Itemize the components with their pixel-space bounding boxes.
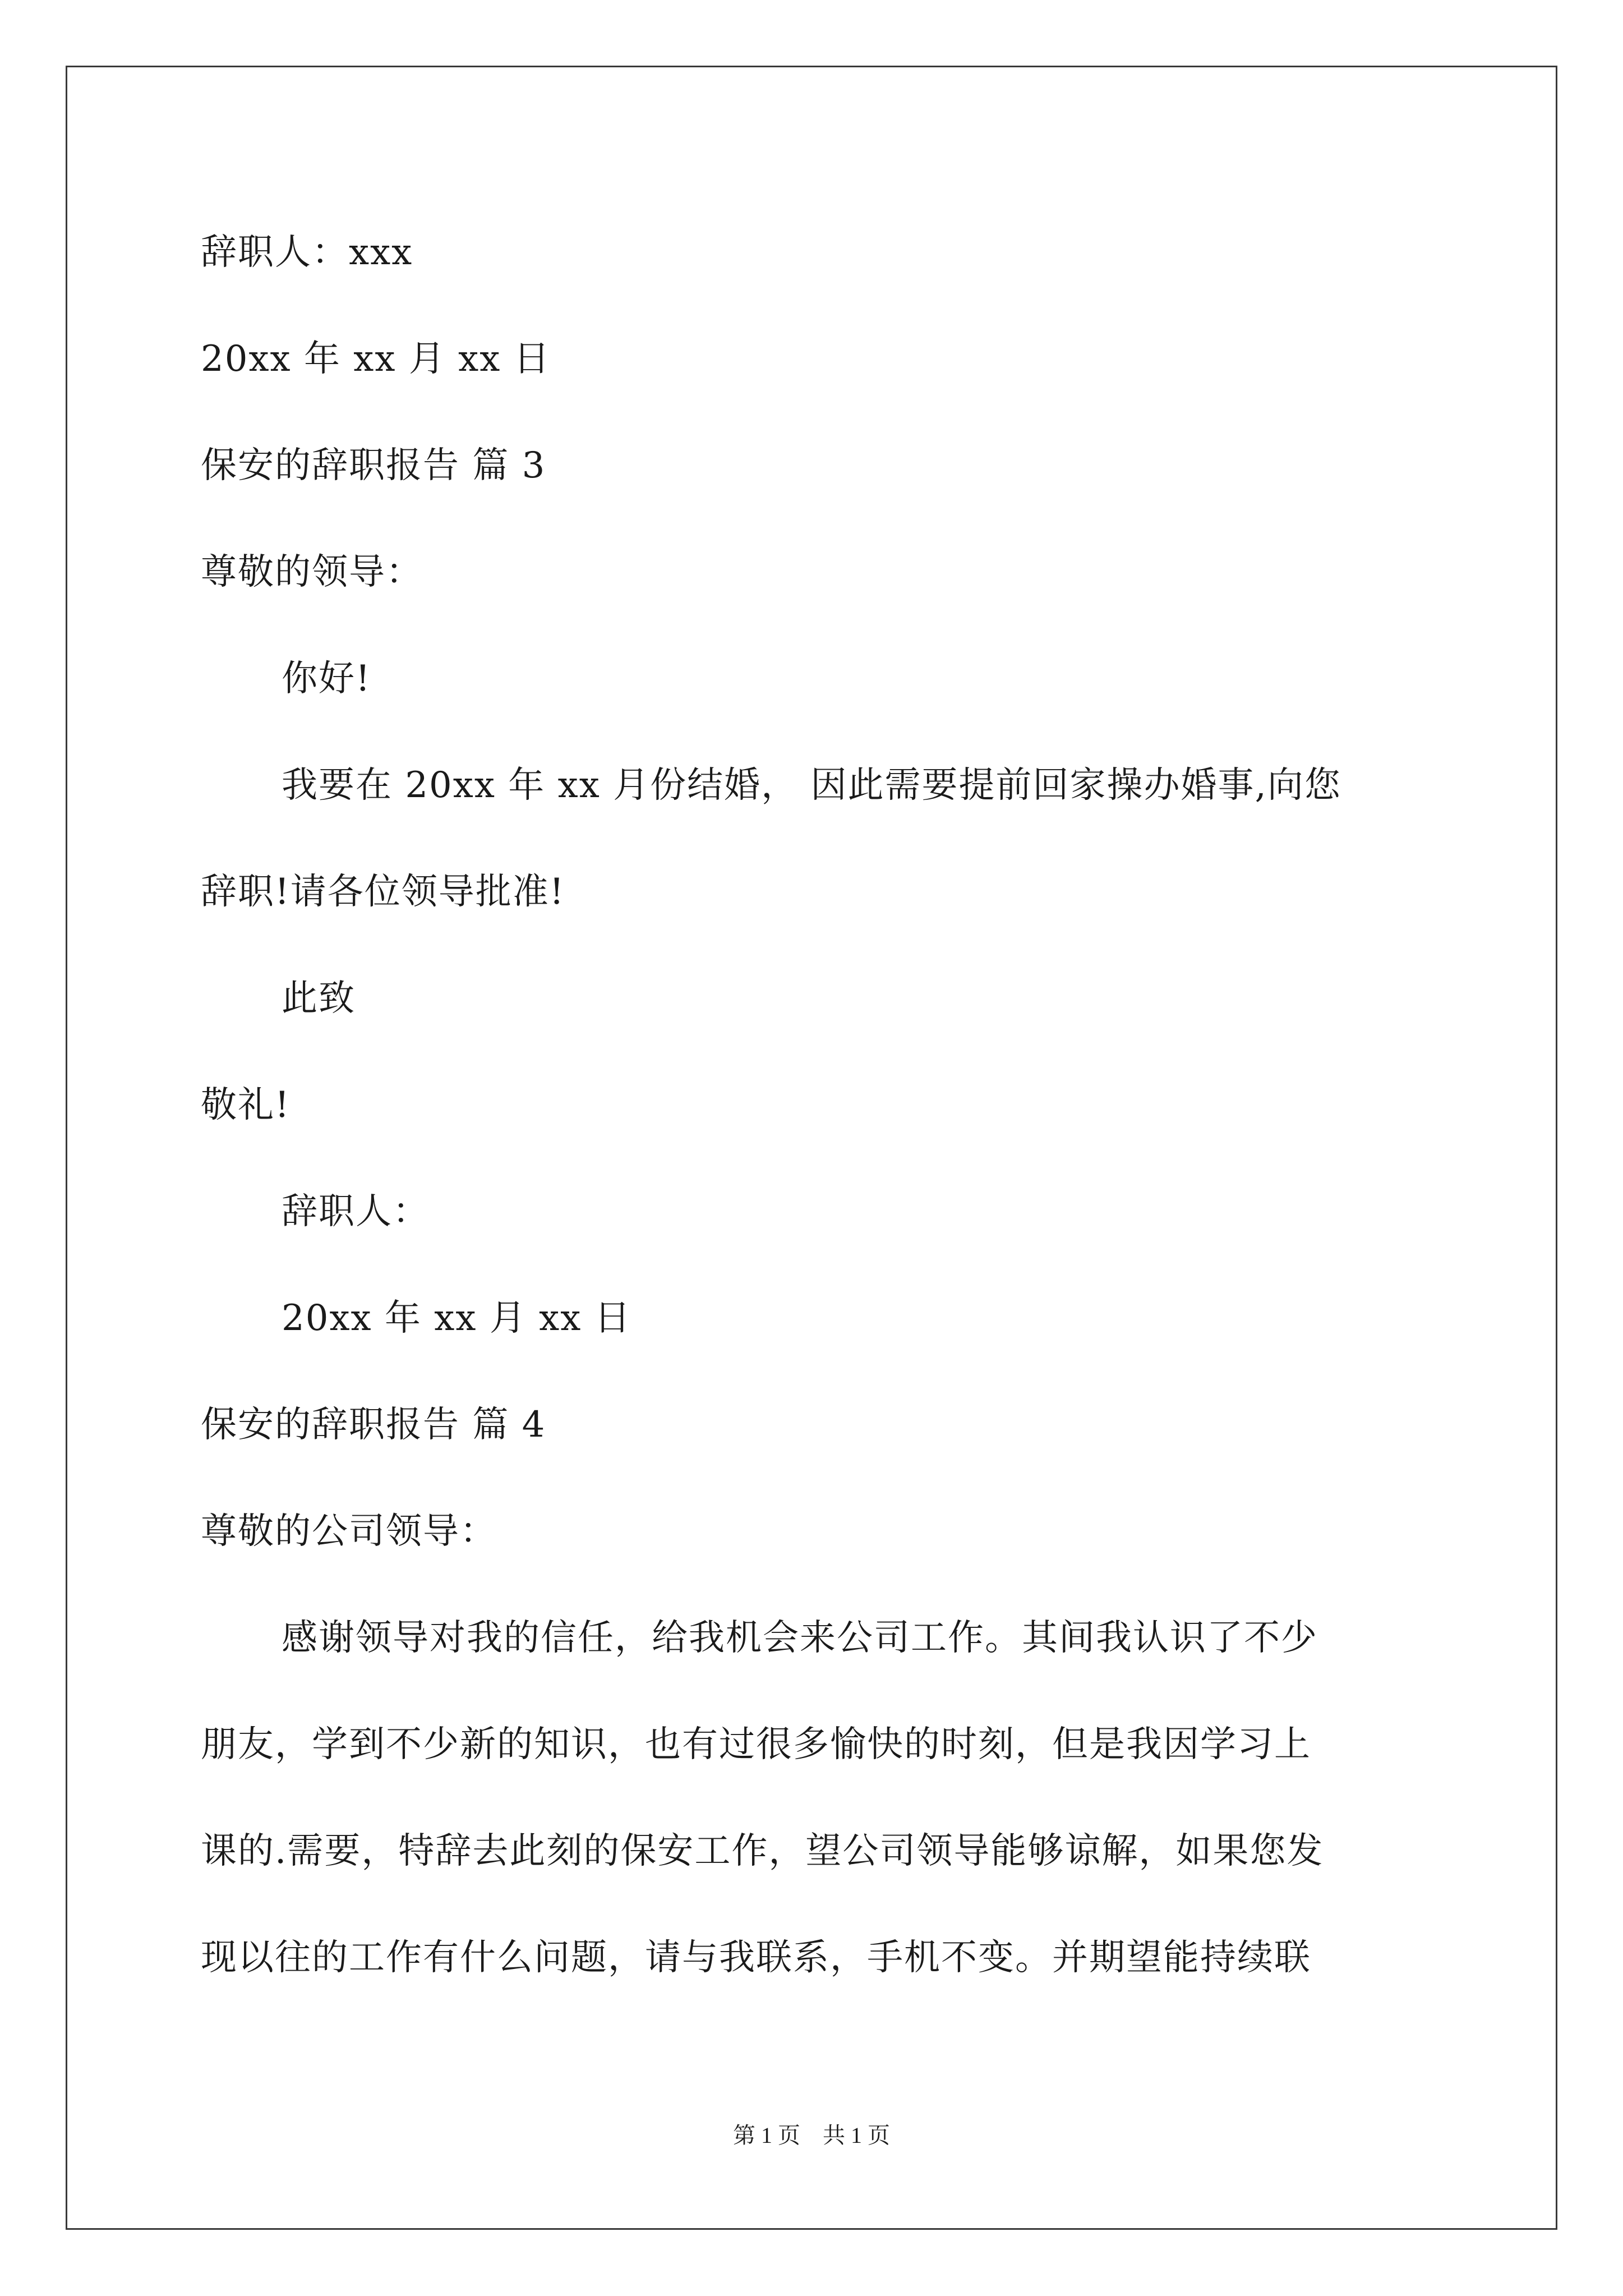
signature-line: 辞职人：xxx [201, 232, 413, 273]
greeting: 你好! [282, 658, 371, 700]
section-heading: 保安的辞职报告 篇 3 [201, 445, 546, 486]
signature-line: 辞职人： [282, 1191, 430, 1232]
body-paragraph-line: 感谢领导对我的信任，给我机会来公司工作。其间我认识了不少 [282, 1617, 1318, 1659]
section-heading: 保安的辞职报告 篇 4 [201, 1404, 546, 1446]
body-paragraph-line: 朋友，学到不少新的知识，也有过很多愉快的时刻，但是我因学习上 [201, 1724, 1311, 1765]
body-paragraph-line: 我要在 20xx 年 xx 月份结婚， 因此需要提前回家操办婚事,向您 [282, 765, 1341, 806]
page-footer: 第 1 页 共 1 页 [733, 2123, 890, 2148]
closing-line: 敬礼! [201, 1084, 291, 1126]
body-paragraph-line: 课的.需要，特辞去此刻的保安工作，望公司领导能够谅解，如果您发 [201, 1830, 1324, 1872]
date-line: 20xx 年 xx 月 xx 日 [201, 338, 551, 380]
salutation: 尊敬的领导： [201, 551, 423, 593]
body-paragraph-line: 现以往的工作有什么问题，请与我联系，手机不变。并期望能持续联 [201, 1937, 1311, 1978]
closing-line: 此致 [282, 978, 356, 1019]
body-paragraph-line: 辞职!请各位领导批准! [201, 871, 565, 913]
salutation: 尊敬的公司领导： [201, 1511, 497, 1552]
page-border [66, 66, 1557, 2230]
date-line: 20xx 年 xx 月 xx 日 [282, 1297, 631, 1339]
